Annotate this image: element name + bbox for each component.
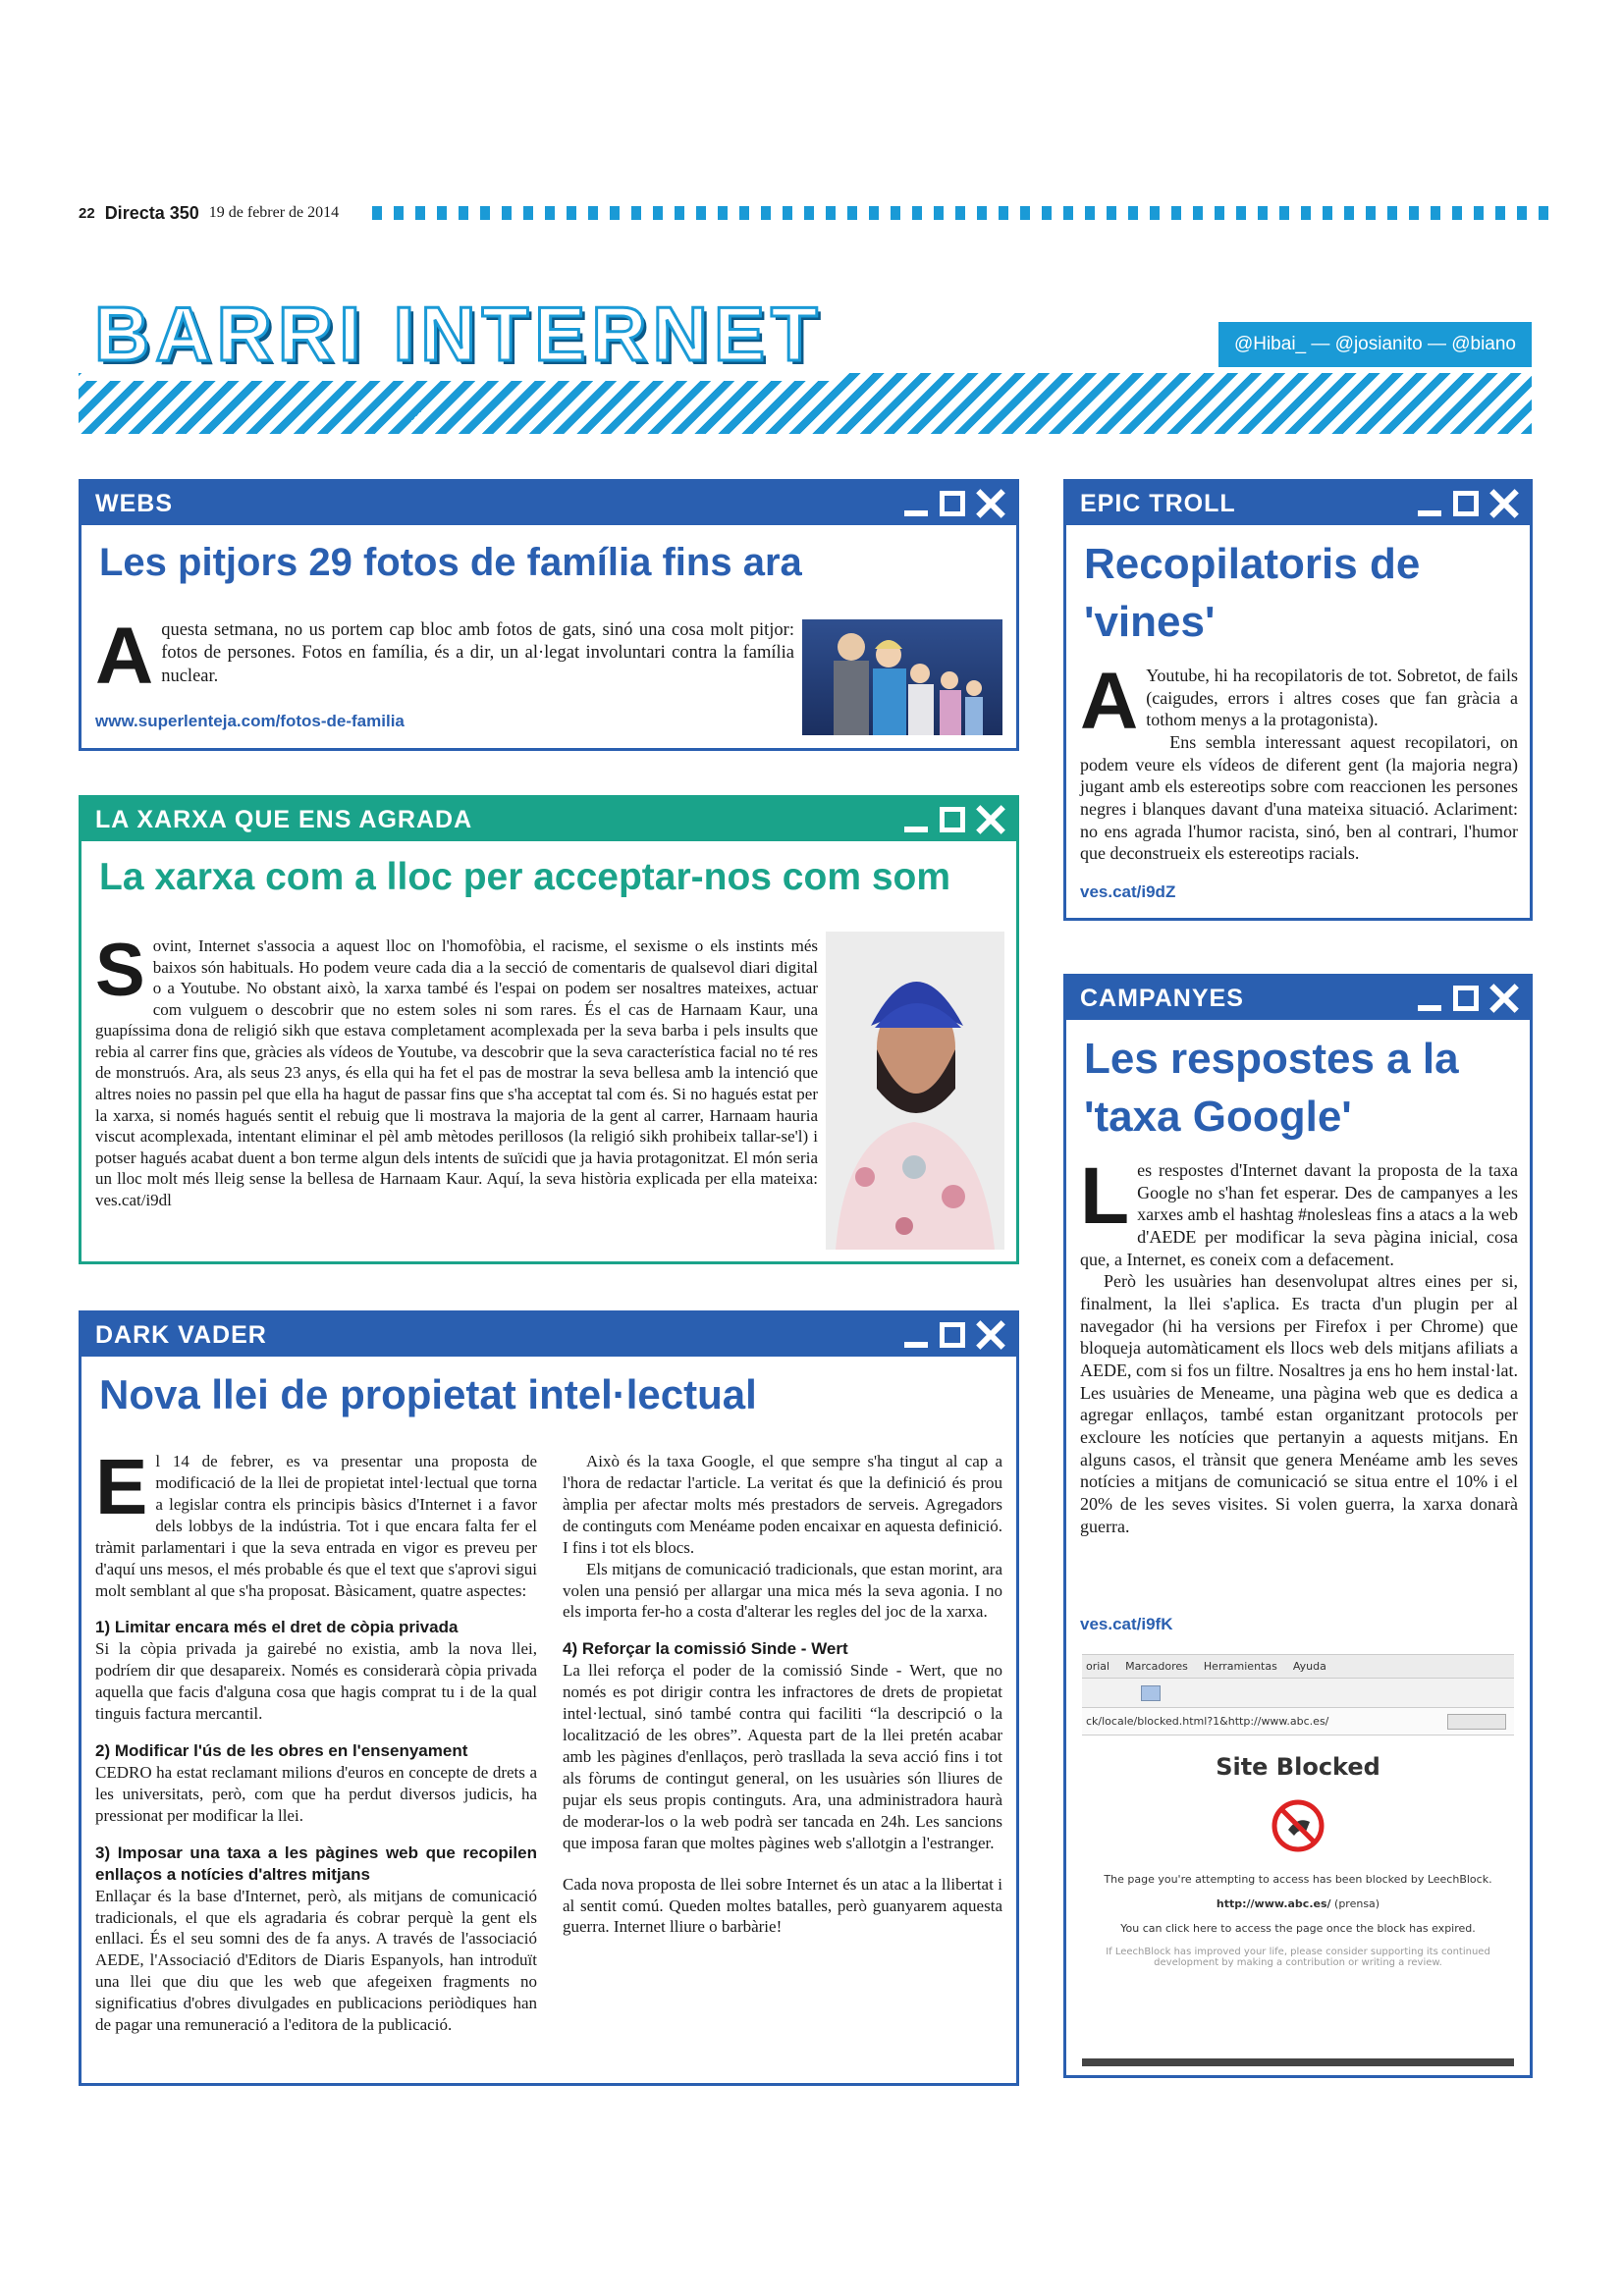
search-box <box>1447 1714 1506 1730</box>
vader-paragraph-2: CEDRO ha estat reclamant milions d'euros en concepte de drets a les universitats, però, com que ha perdut diversos judicis, ha pressionat per modificar la llei. <box>95 1762 537 1825</box>
close-icon <box>1490 985 1518 1012</box>
screen-bottom <box>1082 2058 1514 2066</box>
troll-category: EPIC TROLL <box>1080 489 1236 517</box>
browser-menubar <box>1082 1655 1514 1679</box>
section-title: BARRI INTERNET <box>86 294 839 381</box>
dotted-rule <box>372 206 1551 220</box>
dropcap: A <box>1080 657 1139 746</box>
minimize-icon <box>904 1322 928 1348</box>
troll-box <box>1063 479 1533 921</box>
webs-bar <box>81 482 1016 525</box>
maximize-icon <box>1453 491 1479 516</box>
window-controls <box>1418 490 1518 517</box>
close-icon <box>977 490 1004 517</box>
vader-paragraph-5: Els mitjans de comunicació tradicionals, que estan morint, ara volen una pensió per allargar una mica més la seva agonia. I no els importa fer-ho a costa d'alterar les regles del joc de la xarxa. <box>563 1559 1002 1622</box>
menu-item: Herramientas <box>1203 1660 1277 1673</box>
minimize-icon <box>1418 491 1441 516</box>
page-header <box>79 201 1551 225</box>
menu-item: Ayuda <box>1292 1660 1326 1673</box>
page-number: 22 <box>79 204 95 222</box>
webs-box <box>79 479 1019 751</box>
webs-text: questa setmana, no us portem cap bloc amb fotos de gats, sinó una cosa molt pitjor: fotos de persones. Fotos en família, és a dir, un al·legat involuntari contra la família nuclear. <box>161 620 794 686</box>
vader-title: Nova llei de propietat intel·lectual <box>99 1371 757 1417</box>
maximize-icon <box>940 807 965 832</box>
blocked-icon <box>1082 1796 1514 1855</box>
family-photo <box>802 619 1002 735</box>
vader-box <box>79 1310 1019 2086</box>
campanyes-bar <box>1066 977 1530 1020</box>
troll-link[interactable]: ves.cat/i9dZ <box>1080 882 1176 901</box>
dropcap: L <box>1080 1151 1130 1241</box>
address-bar <box>1082 1708 1514 1735</box>
subhead-4: 4) Reforçar la comissió Sinde - Wert <box>563 1639 848 1659</box>
author-handles: @Hibai_ — @josianito — @biano <box>1218 322 1532 367</box>
vader-paragraph-1: Si la còpia privada ja gairebé no existia, amb la nova llei, podríem dir que desapareix. Només es considerarà còpia privada aquella que facis d'alguna cosa que hagis comprat tu i de la qual tinguis factura mercantil. <box>95 1639 537 1724</box>
blocked-category: (prensa) <box>1334 1897 1380 1910</box>
vader-category: DARK VADER <box>95 1320 267 1349</box>
window-controls <box>904 806 1004 833</box>
campanyes-link[interactable]: ves.cat/i9fK <box>1080 1615 1173 1633</box>
close-icon <box>977 806 1004 833</box>
xarxa-title: La xarxa com a lloc per acceptar-nos com som <box>99 856 951 898</box>
vader-paragraph-3: Enllaçar és la base d'Internet, però, als mitjans de comunicació tradicionals, el que els agradaria és cobrar perquè la gent els enllaci. És el seu somni des de fa anys. A través de l'associació AEDE, l'Associació d'Editors de Diaris Espanyols, han introduït una llei que diu que les web que afegeixen fragments no significatius d'obres divulgades en publicacions periòdiques han de pagar una remuneració a l'editora de la publicació. <box>95 1886 537 2035</box>
menu-item: Marcadores <box>1125 1660 1188 1673</box>
menu-item: orial <box>1086 1660 1110 1673</box>
maximize-icon <box>940 1322 965 1348</box>
campanyes-box <box>1063 974 1533 2078</box>
troll-title: Recopilatoris de 'vines' <box>1084 540 1421 647</box>
url-text: ck/locale/blocked.html?1&http://www.abc.es/ <box>1086 1715 1329 1728</box>
vader-paragraph-6: La llei reforça el poder de la comissió Sinde - Wert, que no només es pot dirigir contra les infractores de drets de propietat intel·lectual, sinó també contra qui faciliti “la descripció o la localització de les obres”. Aquesta part de la llei pretén acabar amb les pàgines d'enllaços, però trasllada la seva acció fins i tot als fòrums de contingut general, on les usuàries són lliures de pujar els seus propis continguts. Ara, una administradora haurà de moderar-los o la web podrà ser tancada en 24h. Les sancions que imposa faran que moltes pàgines web s'allotgin a l'estranger. <box>563 1661 1002 1852</box>
dropcap: A <box>95 612 154 701</box>
dropcap: E <box>95 1443 148 1530</box>
issue-date: 19 de febrer de 2014 <box>208 204 340 221</box>
vader-paragraph-4: Això és la taxa Google, el que sempre s'ha tingut al cap a l'hora de redactar l'article. La veritat és que la definició és prou àmplia per afectar molts més prestadors de serveis. Agregadors de continguts com Menéame poden encaixar en aquesta definició. I fins i tot els blocs. <box>563 1452 1002 1557</box>
xarxa-bar <box>81 798 1016 841</box>
close-icon <box>1490 490 1518 517</box>
maximize-icon <box>1453 986 1479 1011</box>
subhead-3: 3) Imposar una taxa a les pàgines web que recopilen enllaços a notícies d'altres mitjans <box>95 1842 537 1884</box>
browser-toolbar <box>1082 1679 1514 1708</box>
blocked-screenshot <box>1082 1654 1514 2066</box>
window-controls <box>904 490 1004 517</box>
blocked-line-3: You can click here to access the page once the block has expired. <box>1120 1922 1476 1935</box>
publication-name: Directa 350 <box>104 202 199 223</box>
vader-bar <box>81 1313 1016 1357</box>
section-masthead <box>79 291 1532 437</box>
campanyes-paragraph-2: Però les usuàries han desenvolupat altres eines per si, finalment, la llei s'aplica. Es tracta d'un plugin per al navegador (hi ha versions per Firefox i per Chrome) que bloqueja automàticament els llocs web dels mitjans afiliats a AEDE, com si fos un filtre. Nosaltres ja ens ho hem instal·lat. Les usuàries de Meneame, una pàgina web que es dedica a agregar enllaços, també estan organitzant protocols per excloure les notícies que pertanyin a aquests mitjans. En alguns casos, el trànsit que genera Menéame amb les seves notícies a mitjans de comunicació se situa entre el 10% i el 20% de les seves visites. Si volen guerra, la xarxa donarà guerra. <box>1080 1271 1518 1536</box>
campanyes-title: Les respostes a la 'taxa Google' <box>1084 1035 1459 1142</box>
window-controls <box>904 1321 1004 1349</box>
vader-paragraph-7: Cada nova proposta de llei sobre Internet és un atac a la llibertat i al sentit comú. Queden moltes batalles, però guanyarem aquesta guerra. Internet lliure o barbàrie! <box>563 1874 1002 1937</box>
window-controls <box>1418 985 1518 1012</box>
campanyes-category: CAMPANYES <box>1080 984 1244 1012</box>
close-icon <box>977 1321 1004 1349</box>
portrait-photo <box>826 932 1004 1250</box>
minimize-icon <box>1418 986 1441 1011</box>
subhead-2: 2) Modificar l'ús de les obres en l'ensenyament <box>95 1741 468 1761</box>
vader-intro: l 14 de febrer, es va presentar una proposta de modificació de la llei de propietat intel·lectual que torna a legislar contra els principis bàsics d'Internet i a favor dels lobbys de la indústria. Tot i que encara falta fer el tràmit parlamentari i que la seva entrada en vigor es preveu per d'aquí uns mesos, el més probable és que el text que s'aprovi sigui molt semblant al que s'ha proposat. Bàsicament, quatre aspectes: <box>95 1452 537 1600</box>
dropcap: S <box>95 929 145 1012</box>
xarxa-category: LA XARXA QUE ENS AGRADA <box>95 805 473 833</box>
webs-title: Les pitjors 29 fotos de família fins ara <box>99 541 802 584</box>
blocked-line-4: If LeechBlock has improved your life, please consider supporting its continued development by making a contribution or writing a review. <box>1106 1947 1490 1968</box>
subhead-1: 1) Limitar encara més el dret de còpia privada <box>95 1618 459 1637</box>
add-tab-icon <box>1141 1685 1161 1701</box>
minimize-icon <box>904 491 928 516</box>
webs-link[interactable]: www.superlenteja.com/fotos-de-familia <box>95 712 405 730</box>
campanyes-paragraph-1: es respostes d'Internet davant la proposta de la taxa Google no s'han fet esperar. Des de campanyes a les xarxes amb el hashtag #nolesleas fins a atacs a la web d'AEDE per modificar la seva pàgina inicial, cosa que, a Internet, es coneix com a defacement. <box>1080 1160 1518 1269</box>
troll-paragraph-2: Ens sembla interessant aquest recopilatori, on podem veure els vídeos de diferent gent (la majoria negra) jugant amb els estereotips sobre com reaccionen les persones negres i blanques davant d'una mateixa situació. Aclariment: no ens agrada l'humor racista, sinó, ben al contrari, l'humor que deconstrueix els estereotips racials. <box>1080 732 1518 864</box>
maximize-icon <box>940 491 965 516</box>
webs-category: WEBS <box>95 489 173 517</box>
troll-bar <box>1066 482 1530 525</box>
xarxa-box <box>79 795 1019 1264</box>
minimize-icon <box>904 807 928 832</box>
blocked-title: Site Blocked <box>1216 1753 1380 1781</box>
xarxa-text: ovint, Internet s'associa a aquest lloc on l'homofòbia, el racisme, el sexisme o els instints més baixos són habituals. Ho podem veure cada dia a la secció de comentaris de qualsevol diari digital o a Youtube. No obstant això, la xarxa també és l'espai on podem ser nosaltres mateixes, actuar com vulguem o descobrir que no estem soles ni som rares. És el cas de Harnaam Kaur, una guapíssima dona de religió sikh que estava completament acomplexada per la seva barba i pels insults que rebia al carrer fins que, gràcies als vídeos de Youtube, va descobrir que la seva característica facial no té res de monstruós. Ara, als seus 23 anys, és ella qui ha fet el pas de mostrar la seva bellesa amb la intenció que altres noies no passin pel que ella ha hagut de passar fins que s'ha acceptat tal com és. Si no hagués estat per la xarxa, si només hagués sentit el rebuig que li mostrava la majoria de la gent al carrer, Harnaam hauria viscut acomplexada, intentant eliminar el pèl amb mètodes perillosos (la religió sikh prohibeix tallar-se'l) i potser hagués acabat duent a bon terme algun dels intents de suïcidi que ja havia protagonitzat. El món seria un lloc molt més lleig sense la bellesa de Harnaam Kaur. Aquí, la seva història explicada per ella mateixa: ves.cat/i9dl <box>95 936 818 1209</box>
hatch-band <box>79 373 1532 434</box>
troll-paragraph-1: Youtube, hi ha recopilatoris de tot. Sobretot, de fails (caigudes, errors i altres coses que fan gràcia a tothom menys a la protagonista). <box>1146 666 1518 730</box>
blocked-url: http://www.abc.es/ <box>1216 1897 1331 1910</box>
blocked-line-1: The page you're attempting to access has been blocked by LeechBlock. <box>1104 1873 1492 1886</box>
